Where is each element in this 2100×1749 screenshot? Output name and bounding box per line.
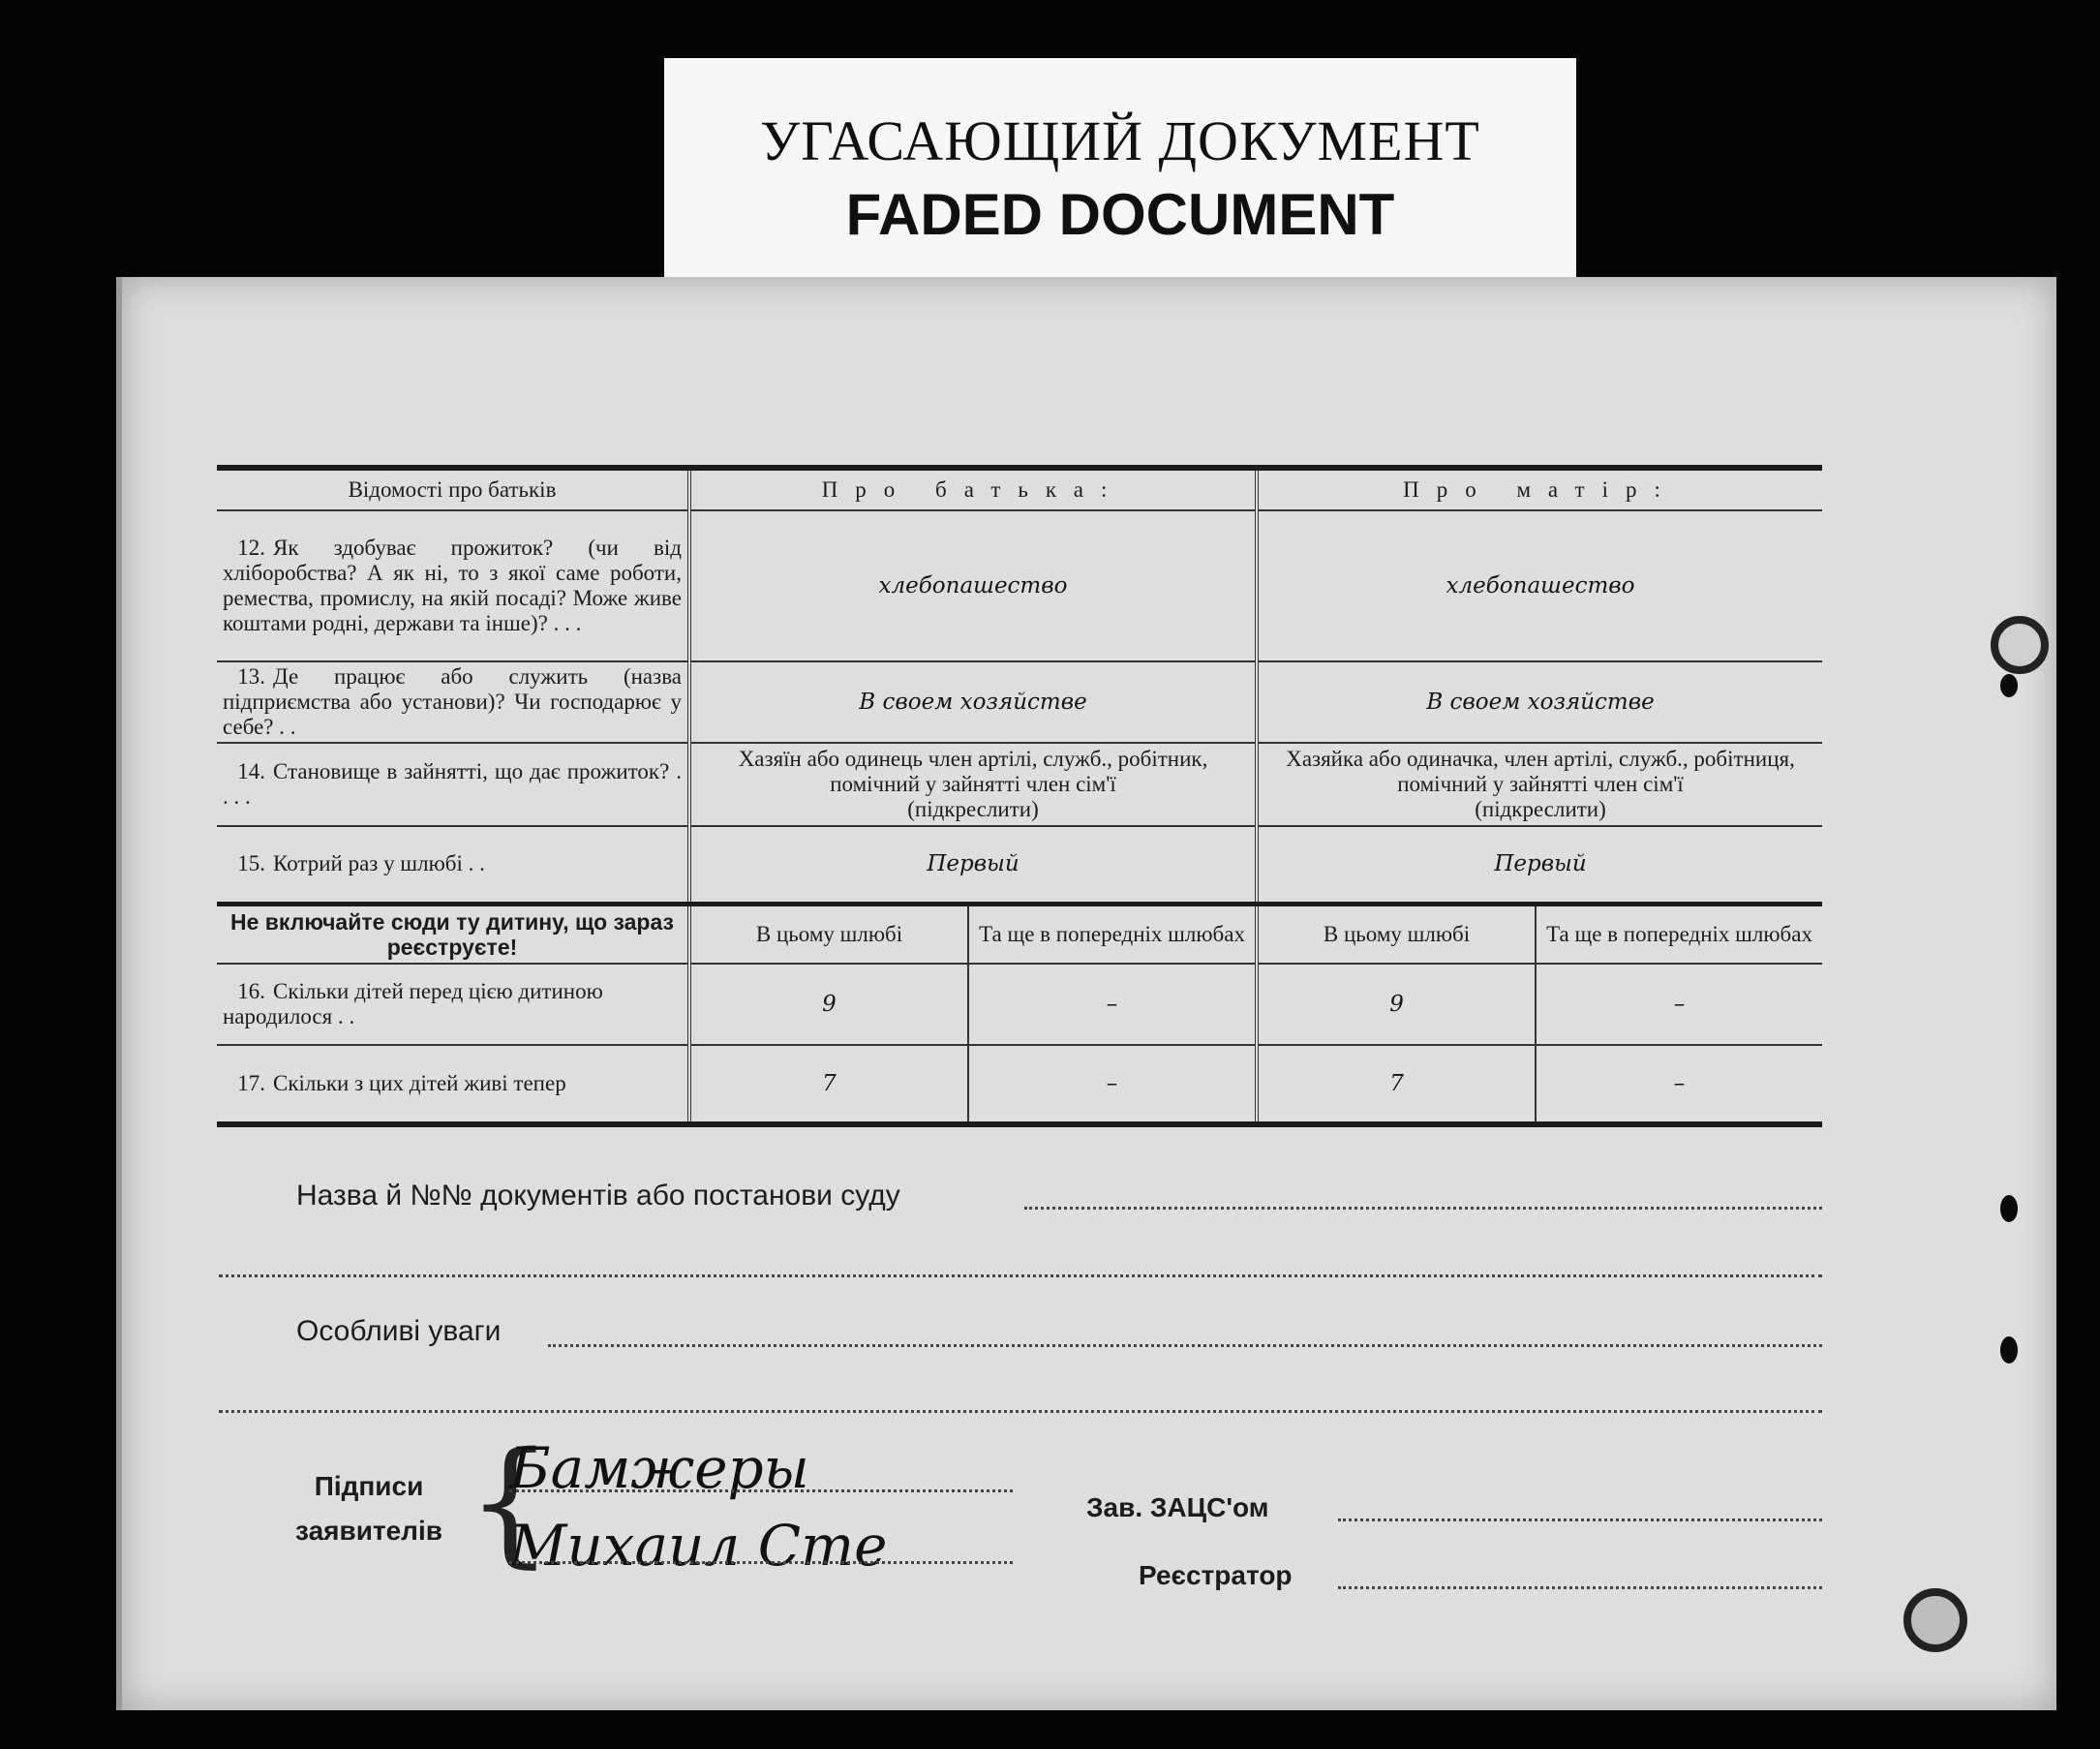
q14-question: 14. Становище в зайнятті, що дає прожиток? . . . .: [217, 743, 689, 826]
signature-2: Михаил Сте: [509, 1513, 888, 1579]
documents-dotted-line-2: [219, 1274, 1822, 1277]
registrar-label: Реєстратор: [1139, 1560, 1293, 1590]
q13-father-answer: В своем хозяйстве: [689, 661, 1257, 743]
q17-question: 17. Скільки з цих дітей живі тепер: [217, 1045, 689, 1124]
q12-question: 12. Як здобуває прожиток? (чи від хліборобства? А як ні, то з якої саме роботи, ремества, промислу, на якій посаді? Може живе коштами родні, держави та інше)? . . .: [217, 510, 689, 661]
row-q15: [217, 826, 1822, 904]
row-q13: [217, 661, 1822, 743]
q17-father-this: 7: [689, 1045, 968, 1124]
q14-father-options: Хазяїн або одинець член артілі, служб., робітник, помічний у зайнятті член сім'ї (підкреслити): [689, 743, 1257, 826]
q12-father-answer: хлебопашество: [689, 510, 1257, 661]
row-q17: [217, 1045, 1822, 1124]
stamp-title-ru: УГАСАЮЩИЙ ДОКУМЕНТ: [760, 109, 1480, 172]
row-q12: [217, 510, 1822, 661]
stamp-title-en: FADED DOCUMENT: [845, 182, 1395, 247]
head-zags-line: [1338, 1519, 1822, 1521]
q17-father-prev: –: [968, 1045, 1257, 1124]
documents-dotted-line: [1024, 1207, 1822, 1210]
signature-2-line: [509, 1561, 1013, 1564]
faded-document-stamp: [664, 58, 1576, 283]
parents-info-table: [217, 465, 1822, 1127]
q13-mother-answer: В своем хозяйстве: [1257, 661, 1822, 743]
remarks-dotted-line-2: [219, 1410, 1822, 1413]
signatures-brace: {: [467, 1424, 554, 1581]
head-zags-label: Зав. ЗАЦС'ом: [1086, 1492, 1269, 1522]
punch-hole: [1903, 1588, 1967, 1652]
punch-hole: [1991, 616, 2049, 674]
remarks-dotted-line: [548, 1344, 1822, 1347]
q15-question: 15. Котрий раз у шлюбі . .: [217, 826, 689, 904]
q15-mother-answer: Первый: [1257, 826, 1822, 904]
q12-mother-answer: хлебопашество: [1257, 510, 1822, 661]
signature-1-line: [509, 1489, 1013, 1492]
punch-hole: [2000, 1336, 2018, 1364]
q16-father-prev: –: [968, 964, 1257, 1045]
q17-mother-this: 7: [1257, 1045, 1536, 1124]
mother-previous-header: Та ще в попередніх шлюбах: [1536, 904, 1822, 964]
table-header-row: [217, 468, 1822, 510]
q17-mother-prev: –: [1536, 1045, 1822, 1124]
header-mother: Про матір:: [1257, 468, 1822, 510]
q13-question: 13. Де працює або служить (назва підприємства або установи)? Чи господарює у себе? . .: [217, 661, 689, 743]
row-q16: [217, 964, 1822, 1045]
mother-this-marriage-header: В цьому шлюбі: [1257, 904, 1536, 964]
q14-mother-options: Хазяйка або одиначка, член артілі, служб., робітниця, помічний у зайнятті член сім'ї (підкреслити): [1257, 743, 1822, 826]
father-this-marriage-header: В цьому шлюбі: [689, 904, 968, 964]
form-sheet: [116, 277, 2056, 1710]
warning-note: Не включайте сюди ту дитину, що зараз реєструєте!: [217, 904, 689, 964]
documents-label: Назва й №№ документів або постанови суду: [296, 1180, 900, 1212]
signatures-label: Підписи заявителів: [295, 1471, 442, 1546]
row-subheaders: [217, 904, 1822, 964]
q16-mother-this: 9: [1257, 964, 1536, 1045]
header-parents-info: Відомості про батьків: [217, 468, 689, 510]
q16-father-this: 9: [689, 964, 968, 1045]
punch-hole: [2000, 1195, 2018, 1222]
q16-mother-prev: –: [1536, 964, 1822, 1045]
punch-hole: [2000, 674, 2018, 697]
signature-1: Бамжеры: [509, 1435, 809, 1501]
registrar-line: [1338, 1586, 1822, 1589]
father-previous-header: Та ще в попередніх шлюбах: [968, 904, 1257, 964]
q16-question: 16. Скільки дітей перед цією дитиною народилося . .: [217, 964, 689, 1045]
row-q14: [217, 743, 1822, 826]
header-father: Про батька:: [689, 468, 1257, 510]
q15-father-answer: Первый: [689, 826, 1257, 904]
remarks-label: Особливі уваги: [296, 1315, 502, 1347]
